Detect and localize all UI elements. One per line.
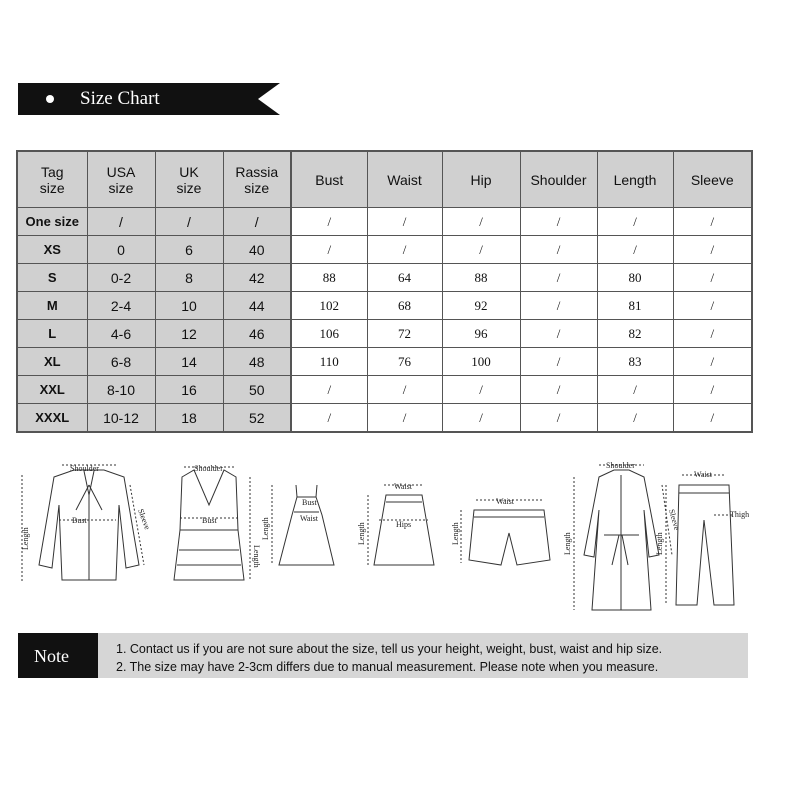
table-cell: 8 bbox=[155, 264, 223, 292]
header-bust: Bust bbox=[291, 151, 367, 208]
table-header-row bbox=[17, 151, 752, 208]
sleeve-label: Sleeve bbox=[136, 507, 152, 531]
skirt-diagram bbox=[357, 482, 434, 565]
table-cell: 14 bbox=[155, 348, 223, 376]
table-cell: 110 bbox=[291, 348, 367, 376]
svg-text:Waist: Waist bbox=[496, 497, 515, 506]
measurement-diagrams bbox=[14, 455, 754, 625]
header-tag-size: Tag size bbox=[17, 151, 87, 208]
table-cell: / bbox=[673, 208, 752, 236]
table-row bbox=[17, 320, 752, 348]
bullet-icon bbox=[46, 95, 54, 103]
table-cell: 100 bbox=[442, 348, 520, 376]
header-waist: Waist bbox=[367, 151, 442, 208]
table-body bbox=[17, 208, 752, 433]
table-cell: 12 bbox=[155, 320, 223, 348]
table-cell: / bbox=[367, 404, 442, 433]
note-line-2: 2. The size may have 2-3cm differs due to manual measurement. Please note when you measure. bbox=[116, 660, 659, 674]
table-cell: / bbox=[520, 320, 597, 348]
shorts-diagram bbox=[451, 497, 550, 565]
tank-diagram bbox=[174, 464, 261, 580]
note-label: Note bbox=[34, 646, 69, 666]
table-cell: / bbox=[673, 376, 752, 404]
svg-text:Sleeve: Sleeve bbox=[667, 508, 682, 532]
table-cell: / bbox=[597, 376, 673, 404]
table-row bbox=[17, 404, 752, 433]
table-cell: 80 bbox=[597, 264, 673, 292]
table-cell: 102 bbox=[291, 292, 367, 320]
table-cell: / bbox=[442, 376, 520, 404]
table-cell: 88 bbox=[442, 264, 520, 292]
table-cell: / bbox=[520, 404, 597, 433]
svg-text:Hips: Hips bbox=[396, 520, 412, 529]
table-cell: / bbox=[155, 208, 223, 236]
table-cell: 68 bbox=[367, 292, 442, 320]
svg-text:Bust: Bust bbox=[302, 498, 317, 507]
table-cell: 10-12 bbox=[87, 404, 155, 433]
table-cell: 88 bbox=[291, 264, 367, 292]
table-cell: / bbox=[367, 208, 442, 236]
table-cell: XXXL bbox=[17, 404, 87, 433]
table-cell: / bbox=[367, 236, 442, 264]
table-row bbox=[17, 264, 752, 292]
table-cell: 6 bbox=[155, 236, 223, 264]
table-cell: 106 bbox=[291, 320, 367, 348]
table-cell: / bbox=[520, 376, 597, 404]
bust-label: Bust bbox=[72, 516, 87, 525]
svg-text:Length: Length bbox=[451, 522, 460, 545]
table-cell: XXL bbox=[17, 376, 87, 404]
table-row bbox=[17, 376, 752, 404]
table-cell: / bbox=[520, 292, 597, 320]
header-length: Length bbox=[597, 151, 673, 208]
table-cell: / bbox=[597, 404, 673, 433]
table-cell: / bbox=[597, 236, 673, 264]
table-cell: 52 bbox=[223, 404, 291, 433]
table-cell: / bbox=[597, 208, 673, 236]
table-cell: / bbox=[291, 236, 367, 264]
table-cell: 48 bbox=[223, 348, 291, 376]
size-table bbox=[16, 150, 753, 433]
header-hip: Hip bbox=[442, 151, 520, 208]
shoulder-label: Shoulder bbox=[70, 464, 99, 473]
page-title: Size Chart bbox=[80, 88, 160, 109]
blouse-diagram bbox=[21, 464, 152, 583]
table-cell: 83 bbox=[597, 348, 673, 376]
table-cell: / bbox=[673, 236, 752, 264]
table-cell: / bbox=[673, 404, 752, 433]
svg-text:Shoulder: Shoulder bbox=[194, 464, 223, 473]
table-cell: M bbox=[17, 292, 87, 320]
table-row bbox=[17, 208, 752, 236]
table-cell: XS bbox=[17, 236, 87, 264]
svg-text:Bust: Bust bbox=[202, 516, 217, 525]
header-usa-size: USA size bbox=[87, 151, 155, 208]
table-cell: / bbox=[87, 208, 155, 236]
table-cell: / bbox=[291, 208, 367, 236]
table-cell: / bbox=[673, 320, 752, 348]
table-cell: 64 bbox=[367, 264, 442, 292]
table-cell: / bbox=[442, 404, 520, 433]
header-sleeve: Sleeve bbox=[673, 151, 752, 208]
svg-text:Length: Length bbox=[563, 532, 572, 555]
table-cell: 0 bbox=[87, 236, 155, 264]
table-row bbox=[17, 236, 752, 264]
table-cell: 96 bbox=[442, 320, 520, 348]
table-cell: One size bbox=[17, 208, 87, 236]
table-cell: 8-10 bbox=[87, 376, 155, 404]
svg-text:Length: Length bbox=[261, 517, 270, 540]
svg-text:Shoulder: Shoulder bbox=[606, 461, 635, 470]
table-cell: 10 bbox=[155, 292, 223, 320]
table-cell: 40 bbox=[223, 236, 291, 264]
header-uk-size: UK size bbox=[155, 151, 223, 208]
length-label: Length bbox=[21, 527, 30, 550]
table-cell: 50 bbox=[223, 376, 291, 404]
table-cell: / bbox=[367, 376, 442, 404]
svg-text:Length: Length bbox=[655, 532, 664, 555]
table-cell: / bbox=[673, 348, 752, 376]
table-row bbox=[17, 292, 752, 320]
header-shoulder: Shoulder bbox=[520, 151, 597, 208]
table-cell: / bbox=[442, 208, 520, 236]
table-cell: / bbox=[520, 348, 597, 376]
table-cell: 18 bbox=[155, 404, 223, 433]
svg-text:Waist: Waist bbox=[394, 482, 413, 491]
table-cell: 6-8 bbox=[87, 348, 155, 376]
table-cell: / bbox=[291, 404, 367, 433]
table-cell: S bbox=[17, 264, 87, 292]
table-cell: 2-4 bbox=[87, 292, 155, 320]
table-cell: / bbox=[442, 236, 520, 264]
table-cell: 92 bbox=[442, 292, 520, 320]
table-cell: / bbox=[520, 264, 597, 292]
table-cell: L bbox=[17, 320, 87, 348]
svg-text:Length: Length bbox=[252, 545, 261, 568]
table-cell: 81 bbox=[597, 292, 673, 320]
svg-text:Thigh: Thigh bbox=[730, 510, 750, 519]
table-cell: 82 bbox=[597, 320, 673, 348]
table-cell: XL bbox=[17, 348, 87, 376]
table-cell: / bbox=[223, 208, 291, 236]
table-cell: 46 bbox=[223, 320, 291, 348]
table-cell: 72 bbox=[367, 320, 442, 348]
table-row bbox=[17, 348, 752, 376]
table-cell: / bbox=[673, 292, 752, 320]
table-cell: 4-6 bbox=[87, 320, 155, 348]
note-line-1: 1. Contact us if you are not sure about the size, tell us your height, weight, bust, waist and hip size. bbox=[116, 642, 663, 656]
table-cell: / bbox=[520, 208, 597, 236]
table-cell: 76 bbox=[367, 348, 442, 376]
table-cell: / bbox=[291, 376, 367, 404]
header-rassia-size: Rassia size bbox=[223, 151, 291, 208]
dress-diagram bbox=[261, 485, 334, 565]
svg-text:Waist: Waist bbox=[300, 514, 319, 523]
table-cell: 0-2 bbox=[87, 264, 155, 292]
table-cell: / bbox=[520, 236, 597, 264]
table-cell: 42 bbox=[223, 264, 291, 292]
table-cell: / bbox=[673, 264, 752, 292]
table-cell: 44 bbox=[223, 292, 291, 320]
svg-text:Length: Length bbox=[357, 522, 366, 545]
table-cell: 16 bbox=[155, 376, 223, 404]
svg-text:Waist: Waist bbox=[694, 470, 713, 479]
